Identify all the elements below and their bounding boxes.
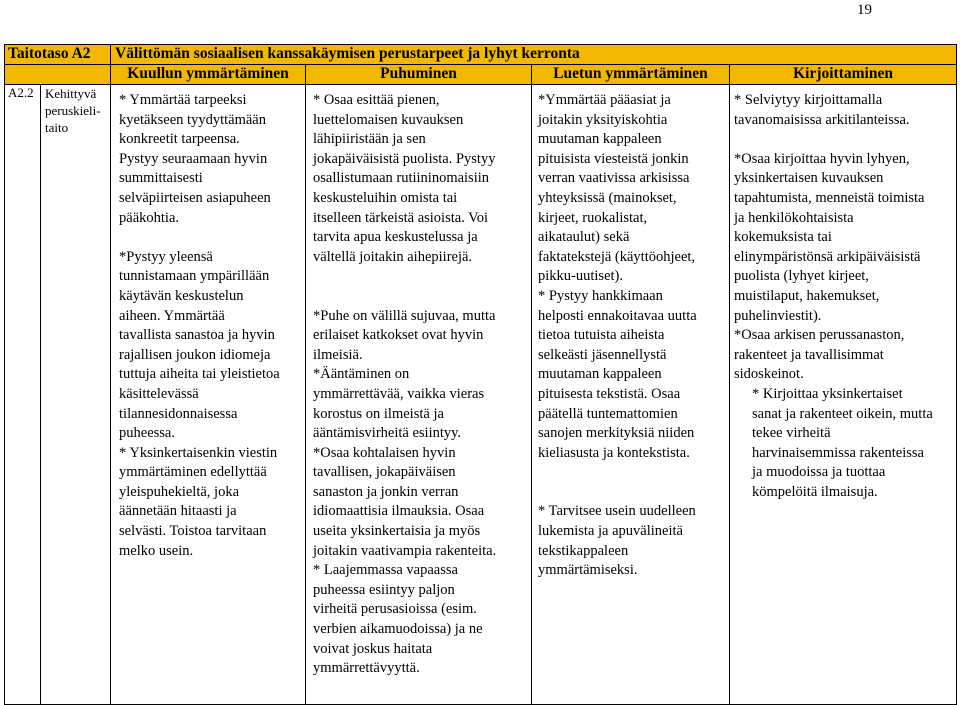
text-line: ymmärrettävyyttä. xyxy=(313,660,420,677)
text-line: yhteyksissä (mainokset, xyxy=(538,189,677,206)
text-line: summittaisesti xyxy=(119,170,203,187)
text-line: tavallisen, jokapäiväisen xyxy=(313,464,456,481)
text-line: äännetään hitaasti ja xyxy=(119,503,237,520)
text-line xyxy=(119,228,305,248)
column-header-listening: Kuullun ymmärtäminen xyxy=(111,65,306,85)
text-line: *Ääntäminen on xyxy=(313,366,410,383)
text-line: * Osaa esittää pienen, xyxy=(313,92,440,108)
proficiency-table xyxy=(4,44,957,705)
text-line: kirjeet, ruokalistat, xyxy=(538,209,648,226)
column-header-writing: Kirjoittaminen xyxy=(730,65,957,85)
text-line: osallistumaan rutiininomaisiin xyxy=(313,170,490,187)
text-line: aiheen. Ymmärtää xyxy=(119,307,225,324)
writing-cell xyxy=(730,85,957,705)
text-line: *Osaa kohtalaisen hyvin xyxy=(313,444,456,461)
text-line: tilannesidonnaisessa xyxy=(119,405,238,422)
text-line xyxy=(734,130,956,150)
text-line: muistilaput, hakemukset, xyxy=(734,287,880,304)
text-line: ja muodoissa ja tuottaa xyxy=(752,464,886,481)
text-line: muutaman kappaleen xyxy=(538,131,662,148)
text-line: puolista (lyhyet kirjeet, xyxy=(734,268,869,285)
text-line: selväpiirteisen asiapuheen xyxy=(119,189,271,206)
text-line: puhelinviestit). xyxy=(734,307,822,324)
level-heading: Taitotaso A2 xyxy=(5,45,111,65)
text-line: verran vaativissa arkisissa xyxy=(538,170,690,187)
text-line: pituisesta tekstistä. Osaa xyxy=(538,385,681,402)
listening-text xyxy=(111,85,305,561)
speaking-cell xyxy=(306,85,532,705)
table-title: Välittömän sosiaalisen kanssakäymisen perustarpeet ja lyhyt kerronta xyxy=(111,45,957,65)
text-line: pääkohtia. xyxy=(119,209,180,226)
text-line: melko usein. xyxy=(119,542,194,559)
text-line: jokapäiväisistä puolista. Pystyy xyxy=(313,150,496,167)
text-line: * Pystyy hankkimaan xyxy=(538,287,663,304)
text-line xyxy=(538,463,729,483)
text-line xyxy=(313,287,531,307)
text-line: käytävän keskustelun xyxy=(119,287,244,304)
skill-line: Kehittyvä xyxy=(45,86,97,101)
text-line: tavallista sanastoa ja hyvin xyxy=(119,327,275,344)
text-line: elinympäristönsä arkipäiväisistä xyxy=(734,248,921,265)
text-line: lähipiiristään ja sen xyxy=(313,131,426,148)
text-line: lukemista ja apuvälineitä xyxy=(538,523,683,540)
text-line: käsittelevässä xyxy=(119,385,199,402)
text-line: kokemuksista tai xyxy=(734,229,832,246)
text-line: ja henkilökohtaisista xyxy=(734,209,854,226)
text-line: tietoa tutuista aiheista xyxy=(538,327,665,344)
header-row xyxy=(5,45,957,65)
column-header-reading: Luetun ymmärtäminen xyxy=(532,65,730,85)
text-line: rajallisen joukon idiomeja xyxy=(119,346,271,363)
text-line: erilaiset katkokset ovat hyvin xyxy=(313,327,484,344)
text-line: * Laajemmassa vapaassa xyxy=(313,562,458,579)
text-line xyxy=(538,483,729,503)
text-line: tekstikappaleen xyxy=(538,542,629,559)
text-line: tarvita apua keskustelussa ja xyxy=(313,229,478,246)
text-line: ymmärrettävää, vaikka vieras xyxy=(313,385,485,402)
text-line: sanaston ja jonkin verran xyxy=(313,483,459,500)
text-line: *Osaa kirjoittaa hyvin lyhyen, xyxy=(734,150,910,167)
skill-line: peruskieli- xyxy=(45,103,101,118)
text-line: tuttuja aiheita tai yleistietoa xyxy=(119,366,280,383)
text-line: yksinkertaisen kuvauksen xyxy=(734,170,884,187)
text-line: * Kirjoittaa yksinkertaiset xyxy=(752,385,903,402)
text-line: *Puhe on välillä sujuvaa, mutta xyxy=(313,307,496,324)
text-line: konkreetit tarpeensa. xyxy=(119,131,240,148)
reading-text xyxy=(532,85,729,581)
text-line: harvinaisemmissa rakenteissa xyxy=(752,444,924,461)
text-line: idiomaattisia ilmauksia. Osaa xyxy=(313,503,485,520)
text-line: rakenteet ja tavallisimmat xyxy=(734,346,884,363)
text-line: ilmeisiä. xyxy=(313,346,363,363)
text-line: useita yksinkertaisia ja myös xyxy=(313,523,481,540)
empty-header-cell xyxy=(5,65,111,85)
reading-cell xyxy=(532,85,730,705)
text-line: vältellä joitakin aihepiirejä. xyxy=(313,248,473,265)
text-line: Pystyy seuraamaan hyvin xyxy=(119,150,268,167)
text-line: pikku-uutiset). xyxy=(538,268,623,285)
text-line: virheitä perusasioissa (esim. xyxy=(313,601,477,618)
writing-text xyxy=(730,85,956,502)
text-line: päätellä tuntemattomien xyxy=(538,405,678,422)
text-line: * Tarvitsee usein uudelleen xyxy=(538,503,696,520)
text-line: ymmärtämiseksi. xyxy=(538,562,638,579)
text-line: kyetäkseen tyydyttämään xyxy=(119,111,266,128)
column-header-speaking: Puhuminen xyxy=(306,65,532,85)
text-line: sanat ja rakenteet oikein, mutta xyxy=(752,405,933,422)
text-line: ymmärtäminen edellyttää xyxy=(119,464,267,481)
page-number: 19 xyxy=(857,2,872,18)
speaking-text xyxy=(306,85,531,679)
text-line: sanojen merkityksiä niiden xyxy=(538,425,695,442)
text-line: joitakin vaativampia rakenteita. xyxy=(313,542,497,559)
text-line: itselleen tärkeistä asioista. Voi xyxy=(313,209,489,226)
text-line: yleispuhekieltä, joka xyxy=(119,483,240,500)
text-line: voivat joskus haitata xyxy=(313,640,433,657)
text-line: *Ymmärtää pääasiat ja xyxy=(538,92,671,108)
listening-cell xyxy=(111,85,306,705)
text-line xyxy=(313,267,531,287)
text-line: korostus on ilmeistä ja xyxy=(313,405,444,422)
text-line: kieliasusta ja kontekstista. xyxy=(538,444,690,461)
text-line: joitakin yksityiskohtia xyxy=(538,111,668,128)
text-line: muutaman kappaleen xyxy=(538,366,662,383)
text-line: verbien aikamuodoissa) ja ne xyxy=(313,621,483,638)
text-line: faktatekstejä (käyttöohjeet, xyxy=(538,248,696,265)
text-line: kömpelöitä ilmaisuja. xyxy=(752,483,878,500)
text-line: * Selviytyy kirjoittamalla xyxy=(734,92,883,108)
text-line: ääntämisvirheitä esiintyy. xyxy=(313,425,462,442)
text-line: luettelomaisen kuvauksen xyxy=(313,111,464,128)
text-line: helposti ennakoitavaa uutta xyxy=(538,307,697,324)
text-line: aikataulut) sekä xyxy=(538,229,630,246)
skill-line: taito xyxy=(45,120,69,135)
skill-description-cell xyxy=(41,85,111,705)
text-line: puheessa. xyxy=(119,425,175,442)
text-line: tekee virheitä xyxy=(752,425,831,442)
level-row xyxy=(5,85,957,705)
text-line: puheessa esiintyy paljon xyxy=(313,581,455,598)
text-line: *Pystyy yleensä xyxy=(119,248,213,265)
text-line: tavanomaisissa arkitilanteissa. xyxy=(734,111,910,128)
text-line: selvästi. Toistoa tarvitaan xyxy=(119,523,267,540)
text-line: tapahtumista, menneistä toimista xyxy=(734,189,925,206)
text-line: tunnistamaan ympärillään xyxy=(119,268,270,285)
text-line: * Ymmärtää tarpeeksi xyxy=(119,92,247,108)
column-header-row xyxy=(5,65,957,85)
text-line: keskusteluihin omista tai xyxy=(313,189,458,206)
text-line: sidoskeinot. xyxy=(734,366,804,383)
text-line: pituisista viesteistä jonkin xyxy=(538,150,689,167)
text-line: *Osaa arkisen perussanaston, xyxy=(734,327,905,344)
text-line: selkeästi jäsennellystä xyxy=(538,346,667,363)
level-cell: A2.2 xyxy=(5,85,41,705)
text-line: * Yksinkertaisenkin viestin xyxy=(119,444,278,461)
